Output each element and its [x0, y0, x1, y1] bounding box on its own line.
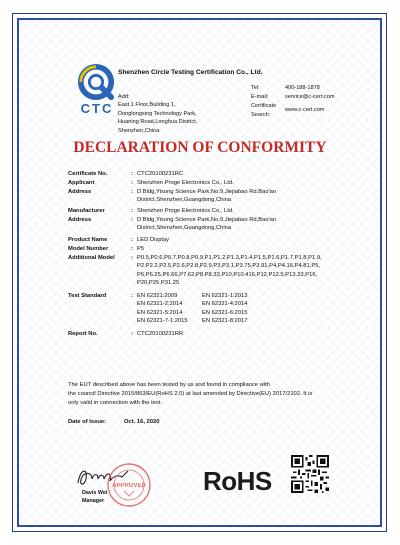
address-text: East,1 Floor,Building 1, Donglongxing Technology Park, Huaning Road,Longhua District, Shenzhen,China — [118, 102, 198, 134]
additional-model-line: P2,P2.2,P2.5,P2.6,P2.8,P2.9,P3,P3.1,P3.75,P3.91,P4,P4.16,P4.81,P5, — [137, 263, 321, 270]
test-standard-label: Test Standard — [68, 293, 107, 299]
product-name: LED Display — [137, 237, 169, 243]
colon: : — [131, 246, 133, 252]
email-value: service@c-cert.com — [285, 93, 335, 100]
colon: : — [131, 331, 133, 337]
additional-model-line: P6,P6.25,P6.66,P7.62,P8,P8.33,P10,P10.416,P12,P12.5,P13.33,P16, — [137, 271, 318, 278]
statement-line: The EUT described above has been tested by us and found in compliance with — [68, 382, 270, 388]
additional-model-line: P0.5,P0.6,P0.7,P0.8,P0.9,P1,P1.2,P1.3,P1.4,P1.5,P1.6,P1.7,P1.8,P1.9, — [137, 255, 322, 261]
standard-item: EN 62321-2:2014 — [137, 301, 183, 308]
rohs-mark: RoHS — [203, 466, 272, 496]
model-number: P5 — [137, 246, 145, 252]
colon: : — [131, 171, 133, 177]
standard-item: EN 62321-8:2017 — [202, 318, 248, 325]
logo-text: CTC — [80, 101, 114, 116]
manufacturer-address-label: Address — [68, 217, 92, 223]
applicant-label: Applicant — [68, 180, 95, 186]
applicant-address — [137, 188, 337, 205]
standards-right — [202, 292, 272, 326]
colon: : — [131, 217, 133, 223]
report-no-label: Report No. — [68, 331, 98, 337]
search-url: www.c-cert.com — [285, 107, 325, 114]
ctc-logo-icon — [77, 63, 115, 101]
colon: : — [131, 208, 133, 214]
manufacturer-address-line: District,Shenzhen,Guangdong,China — [137, 225, 232, 232]
certificate-no-label: Certificate No. — [68, 171, 108, 177]
standard-item: EN 62321:2009 — [137, 293, 178, 299]
applicant-value: Shenzhen Proge Electronics Co,. Ltd. — [137, 180, 234, 186]
document-title: DECLARATION OF CONFORMITY — [73, 139, 327, 156]
manufacturer-value: Shenzhen Proge Electronics Co,. Ltd. — [137, 208, 234, 214]
additional-model-label: Additional Model — [68, 255, 115, 261]
colon: : — [131, 237, 133, 243]
address-label: Add: — [118, 93, 130, 100]
compliance-statement — [68, 381, 336, 407]
org-address — [118, 84, 238, 136]
tel-value: 400-188-1878 — [285, 85, 320, 91]
tel-label: Tel: — [251, 85, 260, 91]
additional-model-line: P20,P25,P31.25 — [137, 280, 180, 287]
issue-date: Oct. 16, 2020 — [124, 419, 160, 425]
applicant-address-label: Address — [68, 189, 92, 195]
standard-item: EN 62321-5:2014 — [137, 309, 183, 316]
colon: : — [131, 189, 133, 195]
model-number-label: Model Number — [68, 246, 109, 252]
qr-code-icon — [291, 455, 329, 493]
standard-item: EN 62321-4:2014 — [202, 301, 248, 308]
svg-text:APPROVED: APPROVED — [112, 483, 146, 489]
standard-item: EN 62321-1:2013 — [202, 293, 248, 299]
signatory-name: Davis Wei — [82, 490, 108, 496]
org-name: Shenzhen Circle Testing Certification Co., Ltd. — [118, 69, 263, 76]
approved-stamp — [105, 461, 153, 509]
colon: : — [131, 255, 133, 261]
issue-date-label: Date of Issue: — [68, 419, 107, 425]
signatory-role: Manager — [82, 498, 105, 504]
applicant-address-line: District,Shenzhen,Guangdong,China — [137, 197, 232, 204]
certificate-no: CTC20100231RC — [137, 171, 184, 177]
report-no: CTC20100231RR — [137, 331, 184, 337]
colon: : — [131, 180, 133, 186]
manufacturer-address — [137, 216, 337, 233]
standards-left — [137, 292, 197, 326]
colon: : — [131, 293, 133, 299]
statement-line: only valid in connection with the test. — [68, 399, 163, 406]
standard-item: EN 62321-7-1:2015 — [137, 318, 188, 325]
product-name-label: Product Name — [68, 237, 108, 243]
org-contact — [251, 84, 335, 119]
standard-item: EN 62321-6:2015 — [202, 309, 248, 316]
search-label: Certificate Search: — [251, 103, 277, 118]
additional-models — [137, 254, 347, 288]
manufacturer-label: Manufacturer — [68, 208, 105, 214]
applicant-address-line: D Bldg,Yisong Science Park,No.9,Jiejiabao Rd,Bao'an — [137, 189, 277, 195]
statement-line: the council Directive 2015/863/EU(RoHS 2.0) at last amended by Directive(EU) 2017/2102. It is — [68, 390, 313, 397]
email-label: E-mail: — [251, 93, 269, 100]
manufacturer-address-line: D Bldg,Yisong Science Park,No.9,Jiejiabao Rd,Bao'an — [137, 217, 277, 223]
